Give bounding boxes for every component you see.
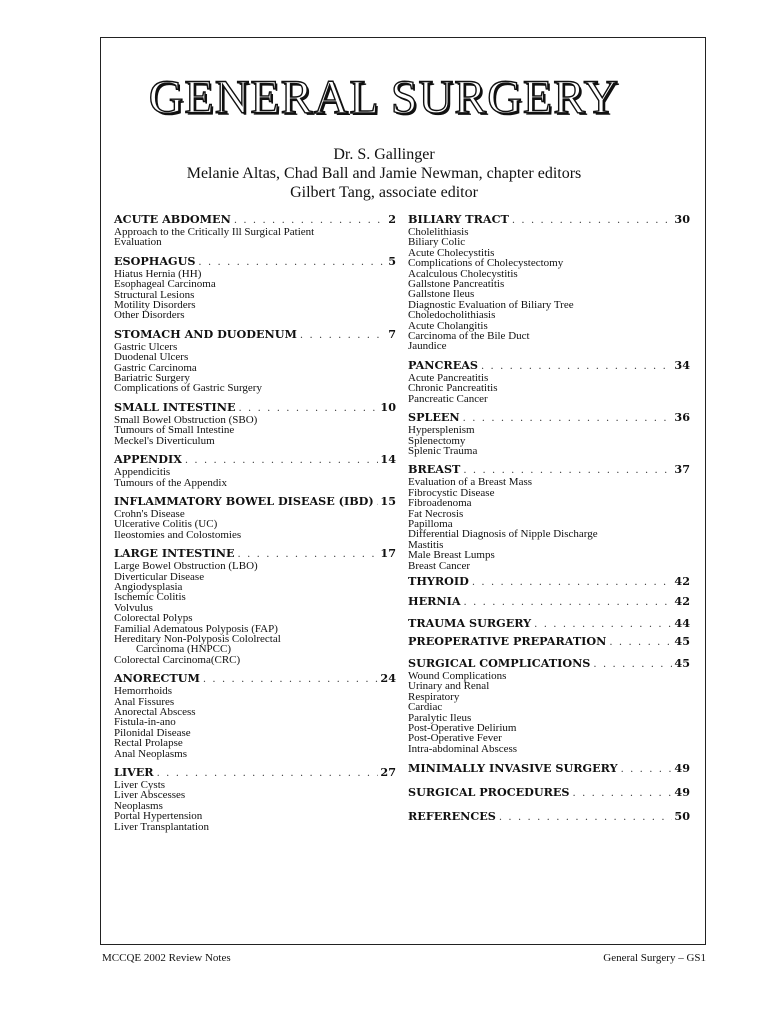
toc-subtopic-list [114,467,396,488]
dot-leader [512,214,673,227]
toc-subtopic: Motility Disorders [114,299,196,312]
toc-subtopic: Volvulus [114,601,153,614]
toc-subtopic: Hypersplenism [408,424,475,437]
toc-subtopic: Crohn's Disease [114,507,185,520]
toc-subtopic: Fistula-in-ano [114,716,176,729]
toc-subtopic-list [408,373,690,404]
dot-leader [463,412,673,425]
toc-page-number: 49 [674,761,690,776]
toc-page-number: 14 [380,452,396,467]
toc-heading: SPLEEN [408,410,460,425]
toc-heading-row[interactable] [114,495,396,509]
toc-heading: ACUTE ABDOMEN [114,212,231,226]
dot-leader [472,576,673,589]
toc-subtopic: Liver Transplantation [114,820,210,833]
dot-leader [593,658,672,671]
toc-page-number: 42 [674,593,690,608]
toc-subtopic: Angiodysplasia [114,580,183,593]
toc-subtopic-list [408,477,690,571]
toc-subtopic: Biliary Colic [408,236,466,249]
toc-heading: BILIARY TRACT [408,212,509,226]
toc-heading-row[interactable] [114,453,396,467]
toc-subtopic: Colorectal Polyps [114,612,193,625]
toc-heading: PANCREAS [408,357,478,372]
toc-subtopic-list [408,227,690,352]
toc-subtopic: Hereditary Non-Polyposis Cololrectal [114,632,281,645]
toc-section [408,595,690,609]
toc-subtopic: Approach to the Critically Ill Surgical Patient [114,226,315,238]
toc-subtopic: Anal Neoplasms [114,747,188,760]
toc-heading-row[interactable] [408,762,690,776]
toc-heading: APPENDIX [114,452,182,467]
toc-heading-row[interactable] [114,328,396,342]
toc-heading-row[interactable] [408,575,690,589]
toc-subtopic: Wound Complications [408,669,507,682]
toc-page-number: 30 [674,212,690,226]
toc-heading-row[interactable] [408,617,690,631]
toc-subtopic: Pilonidal Disease [114,726,191,739]
toc-subtopic-list [114,686,396,759]
toc-section [408,786,690,800]
dot-leader [621,763,673,776]
toc-subtopic: Bariatric Surgery [114,372,190,385]
toc-section [114,401,396,446]
dot-leader [157,767,379,780]
toc-subtopic: Ulcerative Colitis (UC) [114,518,218,531]
toc-page-number: 37 [674,462,690,477]
toc-subtopic: Fat Necrosis [408,507,464,520]
toc-page-number: 5 [388,253,396,268]
toc-subtopic: Splenectomy [408,434,466,447]
toc-heading: PREOPERATIVE PREPARATION [408,633,607,648]
toc-heading: SMALL INTESTINE [114,399,236,414]
toc-page-number: 34 [674,357,690,372]
toc-heading-row[interactable] [408,213,690,227]
toc-heading: REFERENCES [408,809,496,824]
toc-subtopic: Large Bowel Obstruction (LBO) [114,560,258,573]
toc-subtopic: Acute Pancreatitis [408,371,489,384]
toc-subtopic: Paralytic Ileus [408,711,472,724]
toc-page-number: 24 [380,671,396,686]
page-title: GENERAL SURGERY [148,71,620,124]
toc-subtopic-list [408,671,690,754]
toc-subtopic: Male Breast Lumps [408,549,495,562]
toc-heading-row[interactable] [408,359,690,373]
toc-heading: ESOPHAGUS [114,253,196,268]
toc-subtopic: Cardiac [408,701,443,714]
toc-page-number: 7 [388,326,396,341]
toc-subtopic: Duodenal Ulcers [114,351,189,364]
toc-subtopic: Evaluation of a Breast Mass [408,476,533,489]
toc-subtopic-list [114,415,396,446]
associate-editor-line: Gilbert Tang, associate editor [290,184,478,201]
dot-leader [238,548,379,561]
toc-subtopic: Other Disorders [114,309,185,322]
toc-page-number: 45 [674,655,690,670]
toc-subtopic: Mastitis [408,538,444,551]
toc-subtopic: Cholelithiasis [408,226,469,238]
toc-heading-row[interactable] [408,657,690,671]
toc-heading: THYROID [408,573,469,588]
dot-leader [481,360,672,373]
toc-subtopic: Papilloma [408,517,453,530]
toc-subtopic: Tumours of the Appendix [114,476,227,489]
toc-subtopic-list [408,425,690,456]
toc-section [114,672,396,759]
toc-subtopic: Structural Lesions [114,288,195,301]
toc-heading-row[interactable] [114,401,396,415]
toc-subtopic: Breast Cancer [408,559,470,572]
toc-subtopic: Familial Adematous Polyposis (FAP) [114,622,278,635]
toc-heading-row[interactable] [408,463,690,477]
toc-section [408,463,690,571]
toc-section [408,657,690,754]
toc-subtopic: Splenic Trauma [408,444,478,457]
toc-heading: SURGICAL COMPLICATIONS [408,655,591,670]
toc-subtopic: Evaluation [114,236,162,249]
toc-page-number: 45 [674,633,690,648]
toc-subtopic: Acute Cholangitis [408,319,488,332]
dot-leader [573,787,673,800]
toc-subtopic: Pancreatic Cancer [408,392,488,405]
toc-subtopic: Gastric Ulcers [114,340,178,353]
toc-subtopic: Fibroadenoma [408,497,472,510]
toc-section [114,255,396,321]
toc-heading: TRAUMA SURGERY [408,615,532,630]
toc-subtopic: Tumours of Small Intestine [114,424,235,437]
toc-subtopic: Acute Cholecystitis [408,246,495,259]
toc-section [114,328,396,394]
toc-subtopic: Carcinoma (HNPCC) [136,643,232,656]
toc-heading: STOMACH AND DUODENUM [114,326,297,341]
dot-leader [609,636,672,649]
toc-subtopic: Complications of Cholecystectomy [408,257,564,270]
toc-subtopic: Small Bowel Obstruction (SBO) [114,413,258,426]
toc-heading: SURGICAL PROCEDURES [408,785,570,800]
toc-subtopic: Ischemic Colitis [114,591,186,604]
toc-subtopic: Intra-abdominal Abscess [408,742,518,755]
toc-heading-row[interactable] [408,635,690,649]
toc-subtopic: Anal Fissures [114,695,175,708]
toc-subtopic: Liver Cysts [114,779,166,792]
toc-heading-row[interactable] [408,810,690,824]
toc-section [408,762,690,776]
toc-subtopic: Hiatus Hernia (HH) [114,267,202,280]
toc-subtopic-list [114,780,396,832]
toc-section [408,635,690,649]
toc-subtopic: Post-Operative Fever [408,732,502,745]
toc-heading: INFLAMMATORY BOWEL DISEASE (IBD) [114,493,374,508]
toc-section [114,453,396,488]
toc-subtopic: Appendicitis [114,466,171,479]
dot-leader [300,329,386,342]
toc-subtopic: Portal Hypertension [114,810,203,823]
toc-heading: HERNIA [408,593,461,608]
toc-heading-row[interactable] [408,411,690,425]
footer-right: General Surgery – GS1 [603,952,706,964]
toc-heading: MINIMALLY INVASIVE SURGERY [408,761,618,776]
toc-section [114,213,396,248]
toc-subtopic: Fibrocystic Disease [408,486,495,499]
dot-leader [464,596,673,609]
toc-section [408,575,690,589]
toc-page-number: 2 [388,212,396,226]
dot-leader [377,496,379,509]
toc-right-column [408,213,690,831]
footer-left: MCCQE 2002 Review Notes [102,952,231,964]
toc-subtopic: Carcinoma of the Bile Duct [408,330,530,343]
toc-heading: BREAST [408,462,461,477]
toc-subtopic: Esophageal Carcinoma [114,278,216,291]
toc-subtopic: Complications of Gastric Surgery [114,382,262,395]
toc-heading-row[interactable] [114,213,396,227]
toc-page-number: 17 [380,546,396,561]
toc-subtopic: Meckel's Diverticulum [114,434,215,447]
toc-section [408,411,690,456]
toc-subtopic: Diverticular Disease [114,570,205,583]
toc-subtopic: Choledocholithiasis [408,309,496,322]
toc-subtopic: Liver Abscesses [114,789,186,802]
toc-heading-row[interactable] [114,547,396,561]
toc-subtopic: Gastric Carcinoma [114,361,197,374]
dot-leader [499,811,673,824]
toc-subtopic: Jaundice [408,340,447,353]
author-line: Dr. S. Gallinger [333,146,435,163]
toc-subtopic: Gallstone Ileus [408,288,475,301]
dot-leader [238,402,378,415]
toc-subtopic: Ileostomies and Colostomies [114,528,242,541]
toc-heading: ANORECTUM [114,671,200,686]
toc-subtopic: Colorectal Carcinoma(CRC) [114,653,241,666]
toc-subtopic-list [114,269,396,321]
toc-page-number: 42 [674,573,690,588]
toc-subtopic: Respiratory [408,690,460,703]
toc-section [114,495,396,540]
toc-section [408,359,690,404]
dot-leader [534,618,672,631]
toc-subtopic: Differential Diagnosis of Nipple Discharge [408,528,598,541]
dot-leader [198,256,386,269]
toc-subtopic-list [114,561,396,665]
toc-subtopic-list [114,509,396,540]
toc-page-number: 10 [380,399,396,414]
toc-subtopic-list [114,227,396,248]
toc-left-column [114,213,396,839]
toc-heading: LARGE INTESTINE [114,546,235,561]
dot-leader [185,454,379,467]
toc-subtopic: Hemorrhoids [114,685,173,698]
toc-heading-row[interactable] [408,595,690,609]
toc-heading-row[interactable] [114,766,396,780]
toc-subtopic: Post-Operative Delirium [408,722,517,734]
toc-page-number: 44 [674,615,690,630]
toc-page-number: 49 [674,785,690,800]
toc-subtopic-list [114,342,396,394]
toc-subtopic: Urinary and Renal [408,680,490,693]
toc-subtopic: Anorectal Abscess [114,706,196,718]
toc-heading: LIVER [114,765,154,780]
toc-page-number: 15 [380,493,396,508]
dot-leader [203,673,379,686]
toc-subtopic: Chronic Pancreatitis [408,382,498,395]
toc-subtopic: Gallstone Pancreatitis [408,278,505,291]
editors-line: Melanie Altas, Chad Ball and Jamie Newman, chapter editors [186,165,582,182]
toc-section [408,213,690,352]
toc-subtopic: Rectal Prolapse [114,737,183,750]
toc-heading-row[interactable] [114,672,396,686]
toc-heading-row[interactable] [408,786,690,800]
toc-subtopic: Acalculous Cholecystitis [408,267,518,280]
toc-section [408,617,690,631]
toc-subtopic: Diagnostic Evaluation of Biliary Tree [408,298,574,311]
toc-subtopic: Neoplasms [114,799,163,812]
toc-page-number: 50 [674,809,690,824]
toc-page-number: 36 [674,410,690,425]
toc-page-number: 27 [380,765,396,780]
toc-section [114,766,396,832]
toc-section [408,810,690,824]
toc-heading-row[interactable] [114,255,396,269]
toc-section [114,547,396,665]
